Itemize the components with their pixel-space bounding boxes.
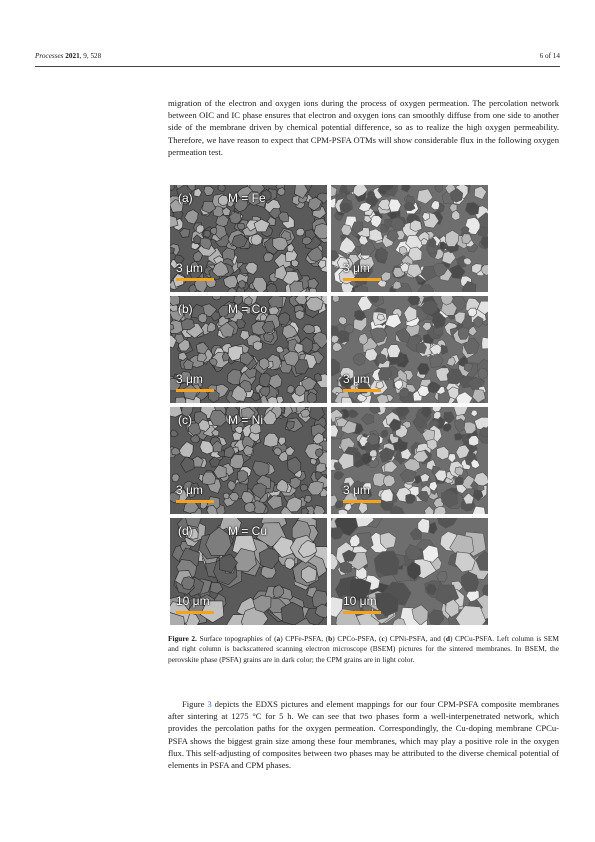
scale-bar xyxy=(343,278,381,281)
scale-bar xyxy=(176,389,214,392)
figure-3-link[interactable]: 3 xyxy=(207,699,212,709)
sem-image-1 xyxy=(170,185,327,292)
bsem-image-1 xyxy=(331,185,488,292)
caption-ref-d: d xyxy=(445,634,451,643)
page-header xyxy=(35,52,560,64)
bsem-image-2 xyxy=(331,296,488,403)
panel-label: (a) xyxy=(178,191,193,205)
paragraph-text: depicts the EDXS pictures and element mappings for our four CPM-PSFA composite membranes after sintering at 1275 °C for 5 h. We can see that two phases form a well-interpenetrated network, which provides the percolation paths for the oxygen permeation. Correspondingly, the Cu-doping membrane CPCu-PSFA shows the biggest grain size among these four membranes, which may play a positive role in the oxygen flux. This self-adjusting of composites between two phases may be attributed to the diverse chemical potential of elements in PSFA and CPM phases. xyxy=(168,699,559,771)
sem-image-2 xyxy=(170,296,327,403)
panel-label: (d) xyxy=(178,524,193,538)
caption-ref-b: b xyxy=(328,634,333,643)
caption-text: ) CPNi-PSFA, and ( xyxy=(384,634,446,643)
figure-caption xyxy=(168,634,559,665)
caption-text: Surface topographies of ( xyxy=(196,634,277,643)
sem-image-4 xyxy=(170,518,327,625)
body-paragraph-2 xyxy=(168,698,559,771)
journal-volume-page: , 9, 528 xyxy=(79,52,102,60)
panel-label: (c) xyxy=(178,413,192,427)
panel-metal-label: M = Ni xyxy=(228,413,264,427)
scale-bar xyxy=(176,278,214,281)
caption-text: ) CPCu-PSFA. Left column is SEM and right column is backscattered scanning electron microscope (BSEM) pictures for the sintered membranes. In BSEM, the perovskite phase (PSFA) grains are in dark color; the CPM grains are in light color. xyxy=(168,634,559,664)
panel-metal-label: M = Co xyxy=(228,302,268,316)
scale-bar-label: 10 μm xyxy=(343,594,377,608)
figure-2-sem-grid xyxy=(170,185,488,626)
scale-bar-label: 3 μm xyxy=(176,372,203,386)
scale-bar-label: 3 μm xyxy=(176,261,203,275)
bsem-image-3 xyxy=(331,407,488,514)
scale-bar-label: 10 μm xyxy=(176,594,210,608)
header-rule xyxy=(35,66,560,67)
scale-bar xyxy=(176,611,214,614)
paragraph-text: Figure xyxy=(182,699,208,709)
caption-text: ) CPCo-PSFA, ( xyxy=(332,634,382,643)
caption-label: Figure 2. xyxy=(168,634,197,643)
journal-year: 2021 xyxy=(65,52,80,60)
scale-bar xyxy=(343,611,381,614)
body-paragraph-1: migration of the electron and oxygen ions during the process of oxygen permeation. The percolation network between OIC and IC phase ensures that electron and oxygen ions can smoothly diffuse from one side to another side of the membrane driven by chemical potential difference, so as to realize the high oxygen permeability. Therefore, we have reason to expect that CPM-PSFA OTMs will show considerable flux in the following oxygen permeation test. xyxy=(168,98,559,157)
scale-bar xyxy=(343,389,381,392)
scale-bar-label: 3 μm xyxy=(343,261,370,275)
scale-bar xyxy=(176,500,214,503)
panel-metal-label: M = Cu xyxy=(228,524,268,538)
sem-image-3 xyxy=(170,407,327,514)
scale-bar xyxy=(343,500,381,503)
journal-citation xyxy=(35,52,101,60)
scale-bar-label: 3 μm xyxy=(176,483,203,497)
caption-ref-c: c xyxy=(381,634,385,643)
scale-bar-label: 3 μm xyxy=(343,483,370,497)
caption-text: ) CPFe-PSFA, ( xyxy=(280,634,329,643)
scale-bar-label: 3 μm xyxy=(343,372,370,386)
caption-ref-a: a xyxy=(276,634,281,643)
bsem-image-4 xyxy=(331,518,488,625)
panel-metal-label: M = Fe xyxy=(228,191,266,205)
page-number: 6 of 14 xyxy=(539,52,560,60)
journal-name: Processes xyxy=(35,52,64,60)
panel-label: (b) xyxy=(178,302,193,316)
